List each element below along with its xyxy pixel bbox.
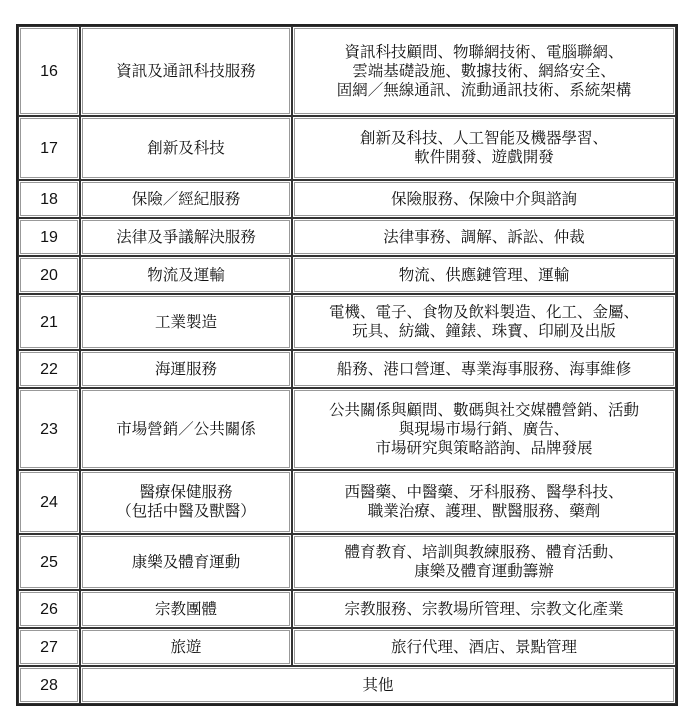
industry-table-container <box>16 24 678 706</box>
category-cell <box>80 116 292 180</box>
row-number: 24 <box>18 470 80 534</box>
table-row <box>18 218 676 256</box>
description-line: 船務、港口營運、專業海事服務、海事維修 <box>336 359 632 378</box>
description-line: 市場研究與策略諮詢、品牌發展 <box>375 438 593 457</box>
category-line: 工業製造 <box>154 312 217 331</box>
table-row <box>18 116 676 180</box>
category-line: 保險／經紀服務 <box>131 189 241 208</box>
description-line: 保險服務、保險中介與諮詢 <box>390 189 577 208</box>
row-number: 19 <box>18 218 80 256</box>
category-line: 旅遊 <box>170 637 202 656</box>
category-line: 資訊及通訊科技服務 <box>116 61 256 80</box>
category-line: 醫療保健服務 <box>139 483 233 501</box>
row-number: 18 <box>18 180 80 218</box>
description-cell <box>292 26 676 116</box>
category-cell <box>80 388 292 470</box>
category-line: 宗教團體 <box>154 599 217 618</box>
category-line: 創新及科技 <box>147 138 225 157</box>
description-cell <box>292 590 676 628</box>
description-line: 公共關係與顧問、數碼與社交媒體營銷、活動 <box>328 400 639 419</box>
description-line: 康樂及體育運動籌辦 <box>414 562 554 580</box>
description-line: 與現場市場行銷、廣告、 <box>398 419 570 438</box>
description-line: 固網／無線通訊、流動通訊技術、系統架構 <box>336 80 632 99</box>
description-line: 法律事務、調解、訴訟、仲裁 <box>383 227 585 246</box>
description-line: 雲端基礎設施、數據技術、網絡安全、 <box>352 61 616 80</box>
category-cell <box>80 256 292 294</box>
description-cell <box>292 256 676 294</box>
table-row <box>18 388 676 470</box>
category-cell <box>80 470 292 534</box>
table-row <box>18 294 676 350</box>
table-row <box>18 628 676 666</box>
table-row <box>18 534 676 590</box>
description-cell <box>292 350 676 388</box>
row-number: 16 <box>18 26 80 116</box>
description-line: 西醫藥、中醫藥、牙科服務、醫學科技、 <box>344 483 624 501</box>
description-cell <box>292 388 676 470</box>
category-cell <box>80 350 292 388</box>
category-line: 市場營銷／公共關係 <box>116 419 256 438</box>
description-line: 物流、供應鏈管理、運輸 <box>398 265 570 284</box>
description-cell <box>292 180 676 218</box>
description-line: 軟件開發、遊戲開發 <box>414 148 554 166</box>
description-line: 宗教服務、宗教場所管理、宗教文化產業 <box>344 599 624 618</box>
row-number: 20 <box>18 256 80 294</box>
category-cell <box>80 218 292 256</box>
table-row <box>18 256 676 294</box>
row-number: 28 <box>18 666 80 704</box>
description-cell <box>292 628 676 666</box>
category-line: （包括中醫及獸醫） <box>116 502 256 520</box>
description-line: 電機、電子、食物及飲料製造、化工、金屬、 <box>328 303 639 321</box>
description-line: 職業治療、護理、獸醫服務、藥劑 <box>367 502 601 520</box>
row-number: 17 <box>18 116 80 180</box>
description-cell <box>292 470 676 534</box>
row-number: 26 <box>18 590 80 628</box>
description-line: 玩具、紡織、鐘錶、珠寶、印刷及出版 <box>352 322 616 340</box>
category-line: 法律及爭議解決服務 <box>116 227 256 246</box>
description-cell <box>292 218 676 256</box>
row-number: 23 <box>18 388 80 470</box>
category-cell <box>80 294 292 350</box>
category-cell <box>80 628 292 666</box>
industry-table-body <box>18 26 676 704</box>
table-row <box>18 590 676 628</box>
description-line: 創新及科技、人工智能及機器學習、 <box>359 129 608 147</box>
category-line: 康樂及體育運動 <box>131 552 241 571</box>
description-line: 體育教育、培訓與教練服務、體育活動、 <box>344 543 624 561</box>
table-row <box>18 470 676 534</box>
table-row <box>18 180 676 218</box>
description-cell <box>292 116 676 180</box>
table-row <box>18 666 676 704</box>
category-line: 物流及運輸 <box>147 265 225 284</box>
row-number: 25 <box>18 534 80 590</box>
category-cell <box>80 180 292 218</box>
merged-cell: 其他 <box>80 666 676 704</box>
description-line: 資訊科技顧問、物聯網技術、電腦聯網、 <box>344 42 624 61</box>
category-cell <box>80 26 292 116</box>
row-number: 21 <box>18 294 80 350</box>
category-line: 海運服務 <box>154 359 217 378</box>
row-number: 27 <box>18 628 80 666</box>
description-cell <box>292 534 676 590</box>
table-row <box>18 350 676 388</box>
category-cell <box>80 534 292 590</box>
table-row <box>18 26 676 116</box>
description-line: 旅行代理、酒店、景點管理 <box>390 637 577 656</box>
row-number: 22 <box>18 350 80 388</box>
industry-table <box>16 24 678 706</box>
category-cell <box>80 590 292 628</box>
description-cell <box>292 294 676 350</box>
